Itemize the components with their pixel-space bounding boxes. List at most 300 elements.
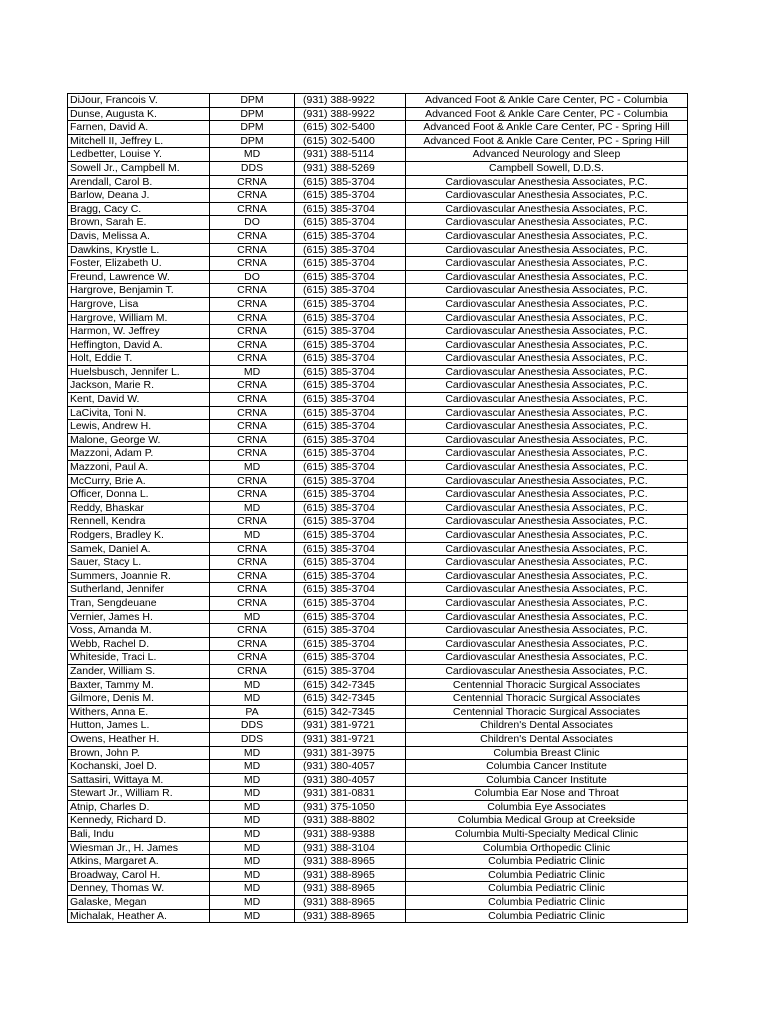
- provider-name-cell: Whiteside, Traci L.: [68, 651, 210, 665]
- provider-name-cell: Freund, Lawrence W.: [68, 270, 210, 284]
- provider-name-cell: Reddy, Bhaskar: [68, 501, 210, 515]
- provider-name-cell: Broadway, Carol H.: [68, 868, 210, 882]
- credential-cell: MD: [210, 746, 295, 760]
- credential-cell: CRNA: [210, 229, 295, 243]
- credential-cell: MD: [210, 828, 295, 842]
- provider-name-cell: Hargrove, Lisa: [68, 297, 210, 311]
- credential-cell: CRNA: [210, 243, 295, 257]
- provider-name-cell: Mitchell II, Jeffrey L.: [68, 134, 210, 148]
- organization-cell: Columbia Breast Clinic: [406, 746, 688, 760]
- table-row: [68, 94, 688, 108]
- organization-cell: Cardiovascular Anesthesia Associates, P.C.: [406, 257, 688, 271]
- table-row: [68, 678, 688, 692]
- organization-cell: Cardiovascular Anesthesia Associates, P.C.: [406, 284, 688, 298]
- phone-cell: (615) 385-3704: [295, 664, 406, 678]
- organization-cell: Cardiovascular Anesthesia Associates, P.C.: [406, 596, 688, 610]
- organization-cell: Columbia Multi-Specialty Medical Clinic: [406, 828, 688, 842]
- provider-table-body: [68, 94, 688, 923]
- phone-cell: (931) 388-8965: [295, 868, 406, 882]
- organization-cell: Cardiovascular Anesthesia Associates, P.C.: [406, 461, 688, 475]
- organization-cell: Centennial Thoracic Surgical Associates: [406, 705, 688, 719]
- organization-cell: Cardiovascular Anesthesia Associates, P.C.: [406, 447, 688, 461]
- credential-cell: DDS: [210, 719, 295, 733]
- provider-name-cell: Brown, John P.: [68, 746, 210, 760]
- table-row: [68, 760, 688, 774]
- organization-cell: Cardiovascular Anesthesia Associates, P.C.: [406, 189, 688, 203]
- phone-cell: (615) 342-7345: [295, 692, 406, 706]
- phone-cell: (931) 381-9721: [295, 732, 406, 746]
- organization-cell: Cardiovascular Anesthesia Associates, P.C.: [406, 297, 688, 311]
- provider-name-cell: Mazzoni, Adam P.: [68, 447, 210, 461]
- organization-cell: Cardiovascular Anesthesia Associates, P.C.: [406, 529, 688, 543]
- phone-cell: (615) 385-3704: [295, 556, 406, 570]
- credential-cell: PA: [210, 705, 295, 719]
- phone-cell: (615) 385-3704: [295, 433, 406, 447]
- credential-cell: CRNA: [210, 596, 295, 610]
- phone-cell: (931) 388-5269: [295, 161, 406, 175]
- table-row: [68, 542, 688, 556]
- phone-cell: (615) 385-3704: [295, 270, 406, 284]
- credential-cell: CRNA: [210, 420, 295, 434]
- phone-cell: (615) 385-3704: [295, 202, 406, 216]
- organization-cell: Centennial Thoracic Surgical Associates: [406, 692, 688, 706]
- provider-name-cell: Arendall, Carol B.: [68, 175, 210, 189]
- organization-cell: Cardiovascular Anesthesia Associates, P.C.: [406, 365, 688, 379]
- phone-cell: (615) 385-3704: [295, 325, 406, 339]
- table-row: [68, 800, 688, 814]
- table-row: [68, 732, 688, 746]
- credential-cell: DDS: [210, 732, 295, 746]
- table-row: [68, 569, 688, 583]
- organization-cell: Columbia Cancer Institute: [406, 773, 688, 787]
- phone-cell: (615) 385-3704: [295, 447, 406, 461]
- credential-cell: MD: [210, 787, 295, 801]
- credential-cell: CRNA: [210, 651, 295, 665]
- table-row: [68, 692, 688, 706]
- table-row: [68, 175, 688, 189]
- phone-cell: (615) 385-3704: [295, 529, 406, 543]
- provider-name-cell: Harmon, W. Jeffrey: [68, 325, 210, 339]
- credential-cell: MD: [210, 760, 295, 774]
- phone-cell: (615) 385-3704: [295, 284, 406, 298]
- table-row: [68, 134, 688, 148]
- credential-cell: CRNA: [210, 474, 295, 488]
- table-row: [68, 148, 688, 162]
- organization-cell: Children's Dental Associates: [406, 719, 688, 733]
- provider-name-cell: Brown, Sarah E.: [68, 216, 210, 230]
- organization-cell: Campbell Sowell, D.D.S.: [406, 161, 688, 175]
- table-row: [68, 284, 688, 298]
- table-row: [68, 773, 688, 787]
- provider-name-cell: Galaske, Megan: [68, 896, 210, 910]
- credential-cell: CRNA: [210, 379, 295, 393]
- credential-cell: DO: [210, 216, 295, 230]
- organization-cell: Cardiovascular Anesthesia Associates, P.C.: [406, 393, 688, 407]
- table-row: [68, 896, 688, 910]
- credential-cell: CRNA: [210, 569, 295, 583]
- provider-name-cell: Mazzoni, Paul A.: [68, 461, 210, 475]
- provider-name-cell: Owens, Heather H.: [68, 732, 210, 746]
- organization-cell: Columbia Medical Group at Creekside: [406, 814, 688, 828]
- table-row: [68, 216, 688, 230]
- provider-name-cell: Huelsbusch, Jennifer L.: [68, 365, 210, 379]
- organization-cell: Children's Dental Associates: [406, 732, 688, 746]
- organization-cell: Columbia Orthopedic Clinic: [406, 841, 688, 855]
- phone-cell: (615) 385-3704: [295, 583, 406, 597]
- credential-cell: CRNA: [210, 202, 295, 216]
- table-row: [68, 461, 688, 475]
- table-row: [68, 624, 688, 638]
- table-row: [68, 705, 688, 719]
- phone-cell: (615) 385-3704: [295, 542, 406, 556]
- organization-cell: Advanced Foot & Ankle Care Center, PC - Spring Hill: [406, 121, 688, 135]
- provider-name-cell: Heffington, David A.: [68, 338, 210, 352]
- provider-name-cell: Rennell, Kendra: [68, 515, 210, 529]
- table-row: [68, 787, 688, 801]
- organization-cell: Cardiovascular Anesthesia Associates, P.C.: [406, 651, 688, 665]
- credential-cell: CRNA: [210, 515, 295, 529]
- provider-name-cell: Farnen, David A.: [68, 121, 210, 135]
- phone-cell: (931) 381-9721: [295, 719, 406, 733]
- table-row: [68, 270, 688, 284]
- organization-cell: Cardiovascular Anesthesia Associates, P.C.: [406, 583, 688, 597]
- provider-directory-table: [67, 93, 688, 923]
- provider-name-cell: Hargrove, William M.: [68, 311, 210, 325]
- phone-cell: (931) 380-4057: [295, 773, 406, 787]
- organization-cell: Advanced Neurology and Sleep: [406, 148, 688, 162]
- table-row: [68, 229, 688, 243]
- organization-cell: Columbia Pediatric Clinic: [406, 868, 688, 882]
- phone-cell: (931) 381-0831: [295, 787, 406, 801]
- table-row: [68, 814, 688, 828]
- provider-name-cell: Kent, David W.: [68, 393, 210, 407]
- organization-cell: Cardiovascular Anesthesia Associates, P.C.: [406, 433, 688, 447]
- provider-name-cell: Baxter, Tammy M.: [68, 678, 210, 692]
- table-row: [68, 297, 688, 311]
- phone-cell: (615) 385-3704: [295, 637, 406, 651]
- credential-cell: MD: [210, 814, 295, 828]
- table-row: [68, 311, 688, 325]
- table-row: [68, 243, 688, 257]
- phone-cell: (615) 385-3704: [295, 461, 406, 475]
- phone-cell: (615) 385-3704: [295, 216, 406, 230]
- table-row: [68, 583, 688, 597]
- credential-cell: MD: [210, 610, 295, 624]
- provider-name-cell: Bali, Indu: [68, 828, 210, 842]
- provider-name-cell: Sauer, Stacy L.: [68, 556, 210, 570]
- phone-cell: (615) 342-7345: [295, 705, 406, 719]
- phone-cell: (931) 388-9388: [295, 828, 406, 842]
- phone-cell: (931) 388-9922: [295, 94, 406, 108]
- provider-name-cell: Sutherland, Jennifer: [68, 583, 210, 597]
- organization-cell: Cardiovascular Anesthesia Associates, P.C.: [406, 325, 688, 339]
- credential-cell: DPM: [210, 94, 295, 108]
- phone-cell: (615) 385-3704: [295, 175, 406, 189]
- phone-cell: (615) 385-3704: [295, 610, 406, 624]
- table-row: [68, 202, 688, 216]
- organization-cell: Cardiovascular Anesthesia Associates, P.C.: [406, 202, 688, 216]
- organization-cell: Cardiovascular Anesthesia Associates, P.C.: [406, 515, 688, 529]
- phone-cell: (615) 385-3704: [295, 651, 406, 665]
- phone-cell: (615) 302-5400: [295, 121, 406, 135]
- organization-cell: Cardiovascular Anesthesia Associates, P.C.: [406, 624, 688, 638]
- phone-cell: (615) 385-3704: [295, 243, 406, 257]
- organization-cell: Columbia Pediatric Clinic: [406, 896, 688, 910]
- phone-cell: (931) 388-8965: [295, 882, 406, 896]
- table-row: [68, 474, 688, 488]
- credential-cell: MD: [210, 896, 295, 910]
- organization-cell: Advanced Foot & Ankle Care Center, PC - Spring Hill: [406, 134, 688, 148]
- organization-cell: Advanced Foot & Ankle Care Center, PC - Columbia: [406, 107, 688, 121]
- provider-name-cell: Tran, Sengdeuane: [68, 596, 210, 610]
- phone-cell: (615) 385-3704: [295, 365, 406, 379]
- table-row: [68, 828, 688, 842]
- organization-cell: Columbia Ear Nose and Throat: [406, 787, 688, 801]
- phone-cell: (615) 385-3704: [295, 501, 406, 515]
- phone-cell: (931) 388-8965: [295, 896, 406, 910]
- credential-cell: MD: [210, 148, 295, 162]
- organization-cell: Cardiovascular Anesthesia Associates, P.C.: [406, 406, 688, 420]
- credential-cell: MD: [210, 773, 295, 787]
- organization-cell: Cardiovascular Anesthesia Associates, P.C.: [406, 664, 688, 678]
- provider-name-cell: Atnip, Charles D.: [68, 800, 210, 814]
- provider-name-cell: Summers, Joannie R.: [68, 569, 210, 583]
- table-row: [68, 596, 688, 610]
- organization-cell: Advanced Foot & Ankle Care Center, PC - Columbia: [406, 94, 688, 108]
- table-row: [68, 556, 688, 570]
- table-row: [68, 365, 688, 379]
- phone-cell: (615) 385-3704: [295, 406, 406, 420]
- provider-name-cell: Barlow, Deana J.: [68, 189, 210, 203]
- provider-name-cell: Dunse, Augusta K.: [68, 107, 210, 121]
- table-row: [68, 379, 688, 393]
- phone-cell: (615) 385-3704: [295, 420, 406, 434]
- organization-cell: Columbia Pediatric Clinic: [406, 882, 688, 896]
- credential-cell: DPM: [210, 107, 295, 121]
- credential-cell: CRNA: [210, 311, 295, 325]
- credential-cell: CRNA: [210, 624, 295, 638]
- organization-cell: Cardiovascular Anesthesia Associates, P.C.: [406, 216, 688, 230]
- provider-name-cell: LaCivita, Toni N.: [68, 406, 210, 420]
- organization-cell: Cardiovascular Anesthesia Associates, P.C.: [406, 352, 688, 366]
- provider-name-cell: Kochanski, Joel D.: [68, 760, 210, 774]
- provider-name-cell: Gilmore, Denis M.: [68, 692, 210, 706]
- phone-cell: (615) 342-7345: [295, 678, 406, 692]
- table-row: [68, 515, 688, 529]
- phone-cell: (931) 375-1050: [295, 800, 406, 814]
- provider-name-cell: Sattasiri, Wittaya M.: [68, 773, 210, 787]
- credential-cell: CRNA: [210, 393, 295, 407]
- provider-name-cell: Hargrove, Benjamin T.: [68, 284, 210, 298]
- provider-name-cell: Holt, Eddie T.: [68, 352, 210, 366]
- phone-cell: (615) 385-3704: [295, 352, 406, 366]
- credential-cell: MD: [210, 882, 295, 896]
- organization-cell: Columbia Pediatric Clinic: [406, 909, 688, 923]
- table-row: [68, 406, 688, 420]
- credential-cell: CRNA: [210, 297, 295, 311]
- credential-cell: CRNA: [210, 325, 295, 339]
- phone-cell: (931) 381-3975: [295, 746, 406, 760]
- table-row: [68, 909, 688, 923]
- phone-cell: (615) 385-3704: [295, 297, 406, 311]
- provider-name-cell: Foster, Elizabeth U.: [68, 257, 210, 271]
- table-row: [68, 420, 688, 434]
- provider-name-cell: Malone, George W.: [68, 433, 210, 447]
- phone-cell: (615) 385-3704: [295, 515, 406, 529]
- provider-name-cell: Ledbetter, Louise Y.: [68, 148, 210, 162]
- credential-cell: CRNA: [210, 175, 295, 189]
- table-row: [68, 338, 688, 352]
- credential-cell: MD: [210, 841, 295, 855]
- table-row: [68, 161, 688, 175]
- credential-cell: MD: [210, 678, 295, 692]
- credential-cell: CRNA: [210, 352, 295, 366]
- credential-cell: MD: [210, 909, 295, 923]
- table-row: [68, 325, 688, 339]
- table-row: [68, 352, 688, 366]
- table-row: [68, 610, 688, 624]
- organization-cell: Cardiovascular Anesthesia Associates, P.C.: [406, 474, 688, 488]
- table-row: [68, 637, 688, 651]
- credential-cell: CRNA: [210, 583, 295, 597]
- credential-cell: CRNA: [210, 447, 295, 461]
- phone-cell: (615) 385-3704: [295, 393, 406, 407]
- credential-cell: MD: [210, 868, 295, 882]
- credential-cell: MD: [210, 529, 295, 543]
- provider-name-cell: Kennedy, Richard D.: [68, 814, 210, 828]
- credential-cell: MD: [210, 501, 295, 515]
- table-row: [68, 651, 688, 665]
- provider-name-cell: Atkins, Margaret A.: [68, 855, 210, 869]
- organization-cell: Cardiovascular Anesthesia Associates, P.C.: [406, 488, 688, 502]
- phone-cell: (615) 385-3704: [295, 311, 406, 325]
- provider-name-cell: Vernier, James H.: [68, 610, 210, 624]
- phone-cell: (615) 385-3704: [295, 569, 406, 583]
- provider-name-cell: Wiesman Jr., H. James: [68, 841, 210, 855]
- organization-cell: Columbia Eye Associates: [406, 800, 688, 814]
- phone-cell: (931) 388-5114: [295, 148, 406, 162]
- credential-cell: CRNA: [210, 542, 295, 556]
- organization-cell: Cardiovascular Anesthesia Associates, P.C.: [406, 229, 688, 243]
- organization-cell: Columbia Cancer Institute: [406, 760, 688, 774]
- table-row: [68, 189, 688, 203]
- provider-name-cell: Hutton, James L.: [68, 719, 210, 733]
- provider-name-cell: Samek, Daniel A.: [68, 542, 210, 556]
- phone-cell: (615) 385-3704: [295, 474, 406, 488]
- provider-name-cell: Dawkins, Krystle L.: [68, 243, 210, 257]
- table-row: [68, 882, 688, 896]
- organization-cell: Cardiovascular Anesthesia Associates, P.C.: [406, 501, 688, 515]
- table-row: [68, 433, 688, 447]
- credential-cell: CRNA: [210, 556, 295, 570]
- table-row: [68, 257, 688, 271]
- organization-cell: Columbia Pediatric Clinic: [406, 855, 688, 869]
- table-row: [68, 855, 688, 869]
- organization-cell: Cardiovascular Anesthesia Associates, P.C.: [406, 338, 688, 352]
- credential-cell: MD: [210, 461, 295, 475]
- phone-cell: (615) 385-3704: [295, 338, 406, 352]
- credential-cell: MD: [210, 365, 295, 379]
- phone-cell: (615) 385-3704: [295, 488, 406, 502]
- credential-cell: CRNA: [210, 406, 295, 420]
- provider-name-cell: Denney, Thomas W.: [68, 882, 210, 896]
- organization-cell: Cardiovascular Anesthesia Associates, P.C.: [406, 379, 688, 393]
- table-row: [68, 121, 688, 135]
- credential-cell: DPM: [210, 134, 295, 148]
- credential-cell: DDS: [210, 161, 295, 175]
- organization-cell: Cardiovascular Anesthesia Associates, P.C.: [406, 610, 688, 624]
- credential-cell: CRNA: [210, 488, 295, 502]
- phone-cell: (615) 385-3704: [295, 189, 406, 203]
- table-row: [68, 841, 688, 855]
- credential-cell: CRNA: [210, 284, 295, 298]
- phone-cell: (931) 388-8965: [295, 855, 406, 869]
- provider-name-cell: Zander, William S.: [68, 664, 210, 678]
- provider-name-cell: McCurry, Brie A.: [68, 474, 210, 488]
- organization-cell: Cardiovascular Anesthesia Associates, P.C.: [406, 311, 688, 325]
- organization-cell: Cardiovascular Anesthesia Associates, P.C.: [406, 175, 688, 189]
- organization-cell: Centennial Thoracic Surgical Associates: [406, 678, 688, 692]
- table-row: [68, 447, 688, 461]
- table-row: [68, 107, 688, 121]
- provider-name-cell: Officer, Donna L.: [68, 488, 210, 502]
- credential-cell: CRNA: [210, 433, 295, 447]
- credential-cell: CRNA: [210, 189, 295, 203]
- table-row: [68, 501, 688, 515]
- table-row: [68, 664, 688, 678]
- organization-cell: Cardiovascular Anesthesia Associates, P.C.: [406, 270, 688, 284]
- phone-cell: (615) 385-3704: [295, 379, 406, 393]
- table-row: [68, 393, 688, 407]
- phone-cell: (615) 385-3704: [295, 229, 406, 243]
- organization-cell: Cardiovascular Anesthesia Associates, P.C.: [406, 420, 688, 434]
- credential-cell: DPM: [210, 121, 295, 135]
- provider-name-cell: Michalak, Heather A.: [68, 909, 210, 923]
- organization-cell: Cardiovascular Anesthesia Associates, P.C.: [406, 542, 688, 556]
- table-row: [68, 868, 688, 882]
- phone-cell: (931) 388-9922: [295, 107, 406, 121]
- credential-cell: MD: [210, 800, 295, 814]
- provider-name-cell: Stewart Jr., William R.: [68, 787, 210, 801]
- credential-cell: CRNA: [210, 338, 295, 352]
- table-row: [68, 488, 688, 502]
- phone-cell: (615) 302-5400: [295, 134, 406, 148]
- provider-name-cell: Webb, Rachel D.: [68, 637, 210, 651]
- organization-cell: Cardiovascular Anesthesia Associates, P.C.: [406, 556, 688, 570]
- provider-name-cell: Withers, Anna E.: [68, 705, 210, 719]
- organization-cell: Cardiovascular Anesthesia Associates, P.C.: [406, 637, 688, 651]
- provider-name-cell: Jackson, Marie R.: [68, 379, 210, 393]
- provider-name-cell: DiJour, Francois V.: [68, 94, 210, 108]
- table-row: [68, 719, 688, 733]
- credential-cell: MD: [210, 692, 295, 706]
- provider-name-cell: Lewis, Andrew H.: [68, 420, 210, 434]
- credential-cell: CRNA: [210, 664, 295, 678]
- provider-name-cell: Voss, Amanda M.: [68, 624, 210, 638]
- phone-cell: (931) 388-3104: [295, 841, 406, 855]
- credential-cell: DO: [210, 270, 295, 284]
- provider-name-cell: Bragg, Cacy C.: [68, 202, 210, 216]
- phone-cell: (931) 380-4057: [295, 760, 406, 774]
- phone-cell: (615) 385-3704: [295, 624, 406, 638]
- organization-cell: Cardiovascular Anesthesia Associates, P.C.: [406, 569, 688, 583]
- credential-cell: MD: [210, 855, 295, 869]
- phone-cell: (615) 385-3704: [295, 596, 406, 610]
- credential-cell: CRNA: [210, 637, 295, 651]
- table-row: [68, 746, 688, 760]
- organization-cell: Cardiovascular Anesthesia Associates, P.C.: [406, 243, 688, 257]
- table-row: [68, 529, 688, 543]
